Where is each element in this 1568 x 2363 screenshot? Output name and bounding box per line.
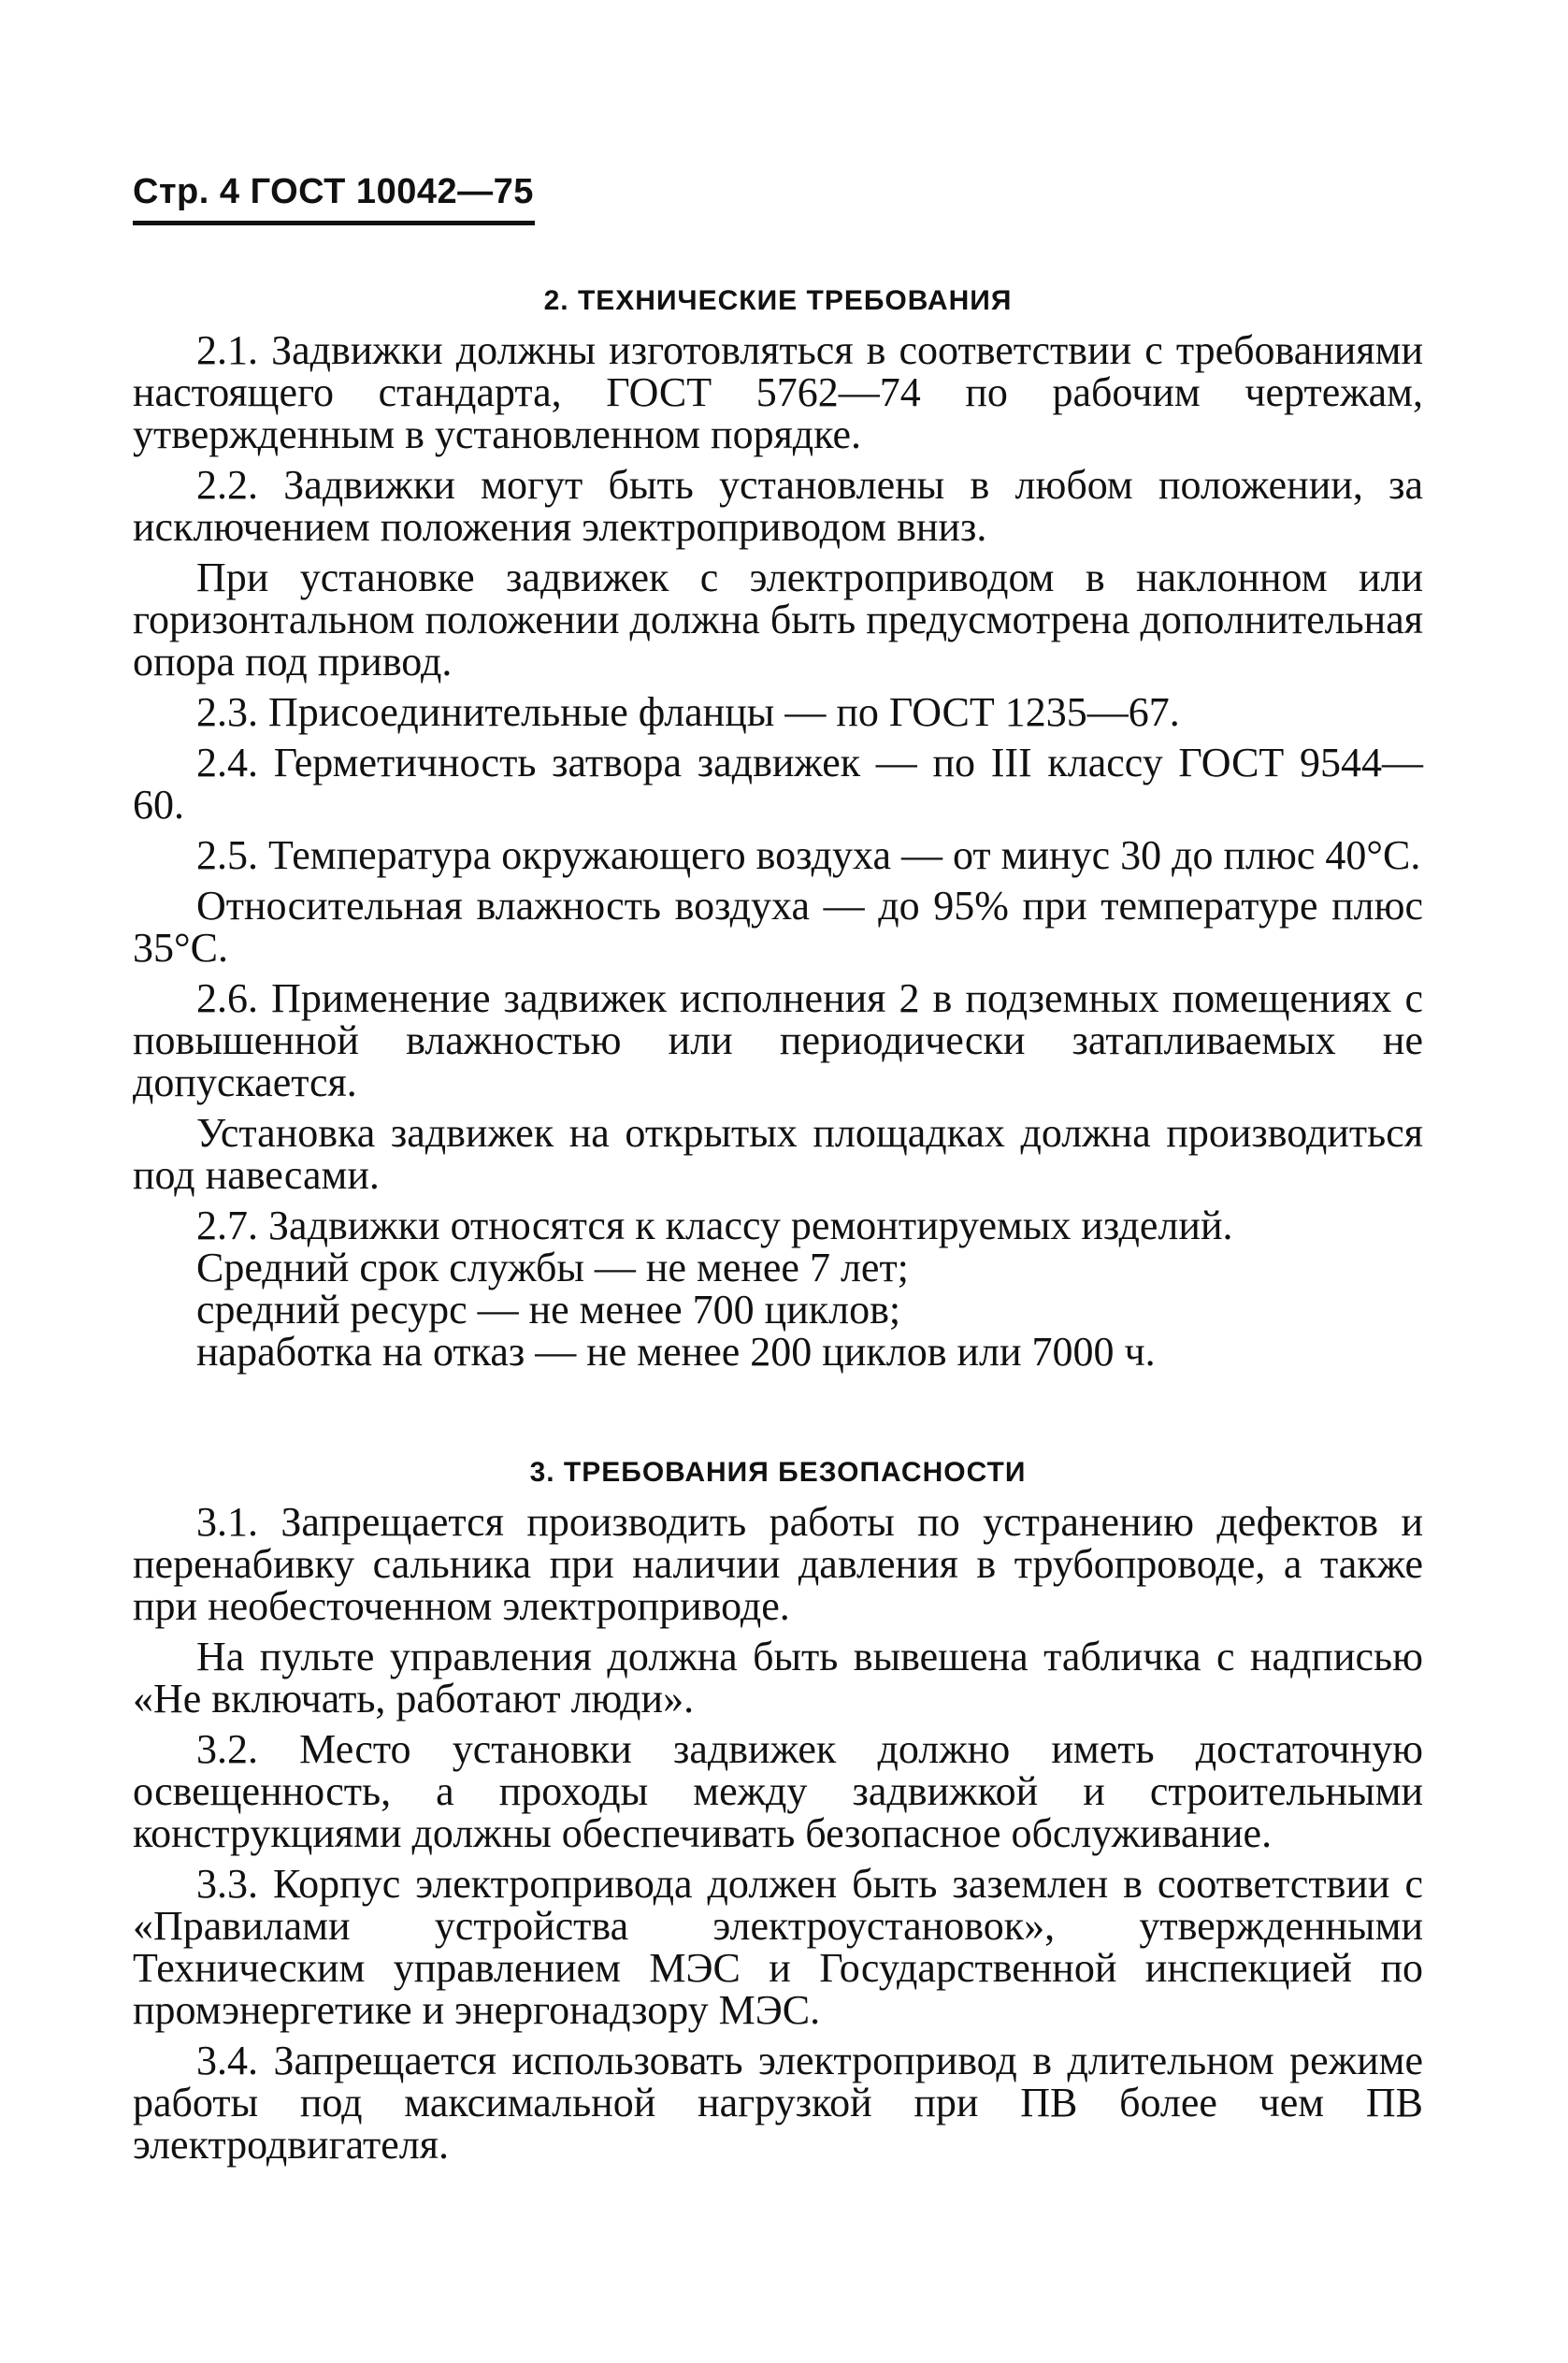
paragraph-3-4: 3.4. Запрещается использовать электропривод в длительном режиме работы под максимальной нагрузкой при ПВ более чем ПВ электродвигателя. [133,2038,1423,2168]
section-heading: 3. ТРЕБОВАНИЯ БЕЗОПАСНОСТИ [529,1457,1027,1488]
paragraph-2-7: 2.7. Задвижки относятся к классу ремонтируемых изделий. [196,1203,1233,1248]
paragraph-2-5-humidity: Относительная влажность воздуха — до 95% при температуре плюс 35°С. [133,883,1423,971]
paragraph-2-7-mtbf: наработка на отказ — не менее 200 циклов или 7000 ч. [196,1329,1156,1375]
paragraph-2-7-resource: средний ресурс — не менее 700 циклов; [196,1287,901,1333]
paragraph-3-2: 3.2. Место установки задвижек должно иметь достаточную освещенность, а проходы между задвижкой и строительными конструкциями должны обеспечивать безопасное обслуживание. [133,1726,1423,1856]
paragraph-2-7-service-life: Средний срок службы — не менее 7 лет; [196,1245,909,1290]
paragraph-2-2: 2.2. Задвижки могут быть установлены в любом положении, за исключением положения электроприводом вниз. [133,462,1423,550]
running-header: Стр. 4 ГОСТ 10042—75 [133,172,534,211]
section-heading: 2. ТЕХНИЧЕСКИЕ ТРЕБОВАНИЯ [543,285,1013,316]
paragraph-2-3: 2.3. Присоединительные фланцы — по ГОСТ 1235—67. [196,689,1180,735]
paragraph-3-1: 3.1. Запрещается производить работы по устранению дефектов и перенабивку сальника при наличии давления в трубопроводе, а также при необесточенном электроприводе. [133,1499,1423,1629]
paragraph-2-1: 2.1. Задвижки должны изготовляться в соответствии с требованиями настоящего стандарта, ГОСТ 5762—74 по рабочим чертежам, утвержденным в установленном порядке. [133,327,1423,457]
paragraph-2-4: 2.4. Герметичность затвора задвижек — по III классу ГОСТ 9544—60. [133,740,1423,828]
paragraph-2-5: 2.5. Температура окружающего воздуха — от минус 30 до плюс 40°С. [196,832,1421,878]
paragraph-2-6-outdoor: Установка задвижек на открытых площадках должна производиться под навесами. [133,1110,1423,1198]
paragraph-3-1-sign: На пульте управления должна быть вывешена табличка с надписью «Не включать, работают люди». [133,1634,1423,1722]
section-technical-requirements [133,273,1423,1381]
paragraph-2-6: 2.6. Применение задвижек исполнения 2 в подземных помещениях с повышенной влажностью или периодически затапливаемых не допускается. [133,975,1423,1105]
paragraph-3-3: 3.3. Корпус электропривода должен быть заземлен в соответствии с «Правилами устройства электроустановок», утвержденными Техническим управлением МЭС и Государственной инспекцией по промэнергетике и энергонадзору МЭС. [133,1861,1423,2033]
paragraph-2-2-mounting: При установке задвижек с электроприводом в наклонном или горизонтальном положении должна быть предусмотрена дополнительная опора под привод. [133,555,1423,684]
header-rule [133,221,535,225]
section-safety-requirements [133,1445,1423,2174]
